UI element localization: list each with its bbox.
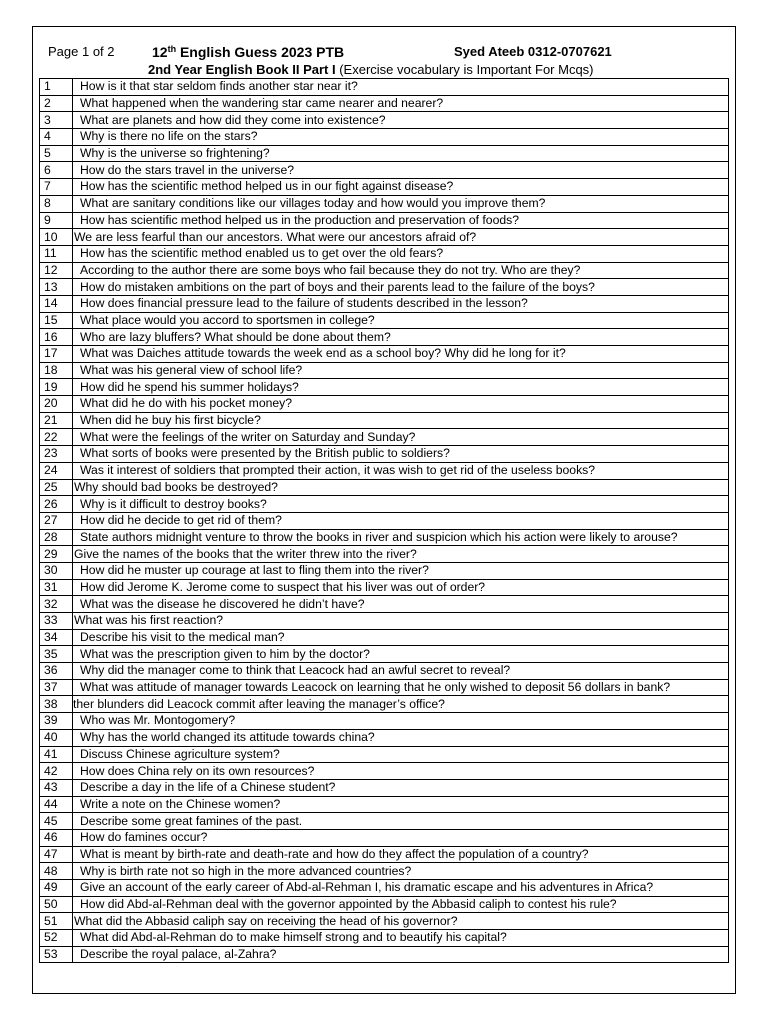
question-number: 8 xyxy=(40,195,73,212)
question-row xyxy=(40,813,729,830)
question-row xyxy=(40,596,729,613)
question-number: 30 xyxy=(40,562,73,579)
question-text: What was his general view of school life? xyxy=(73,362,729,379)
question-text: How does China rely on its own resources? xyxy=(73,763,729,780)
question-text: What place would you accord to sportsmen in college? xyxy=(73,312,729,329)
question-text: Why is there no life on the stars? xyxy=(73,129,729,146)
question-row xyxy=(40,562,729,579)
question-number: 18 xyxy=(40,362,73,379)
question-text: What was attitude of manager towards Leacock on learning that he only wished to deposit 56 dollars in bank? xyxy=(73,679,729,696)
subtitle-note: (Exercise vocabulary is Important For Mcqs) xyxy=(339,62,594,77)
question-number: 48 xyxy=(40,863,73,880)
question-row xyxy=(40,279,729,296)
question-text: Why has the world changed its attitude towards china? xyxy=(73,729,729,746)
question-text: Describe some great famines of the past. xyxy=(73,813,729,830)
question-row xyxy=(40,429,729,446)
question-number: 51 xyxy=(40,913,73,930)
question-row xyxy=(40,746,729,763)
question-row xyxy=(40,229,729,246)
question-number: 2 xyxy=(40,95,73,112)
question-row xyxy=(40,446,729,463)
question-row xyxy=(40,362,729,379)
question-text: Give the names of the books that the writer threw into the river? xyxy=(73,546,729,563)
question-text: Describe the royal palace, al-Zahra? xyxy=(73,946,729,963)
question-number: 53 xyxy=(40,946,73,963)
question-number: 35 xyxy=(40,646,73,663)
question-row xyxy=(40,529,729,546)
question-text: According to the author there are some boys who fail because they do not try. Who are they? xyxy=(73,262,729,279)
question-row xyxy=(40,179,729,196)
question-text: When did he buy his first bicycle? xyxy=(73,412,729,429)
question-text: How do mistaken ambitions on the part of boys and their parents lead to the failure of the boys? xyxy=(73,279,729,296)
document-title xyxy=(152,43,344,61)
question-text: What happened when the wandering star came nearer and nearer? xyxy=(73,95,729,112)
question-number: 27 xyxy=(40,512,73,529)
question-row xyxy=(40,512,729,529)
question-row xyxy=(40,846,729,863)
question-number: 14 xyxy=(40,295,73,312)
question-row xyxy=(40,412,729,429)
question-text: How has the scientific method helped us in our fight against disease? xyxy=(73,179,729,196)
question-row xyxy=(40,946,729,963)
question-row xyxy=(40,496,729,513)
question-text: Why is the universe so frightening? xyxy=(73,145,729,162)
question-number: 11 xyxy=(40,245,73,262)
question-row xyxy=(40,729,729,746)
question-row xyxy=(40,195,729,212)
question-row xyxy=(40,479,729,496)
question-number: 10 xyxy=(40,229,73,246)
author-contact: Syed Ateeb 0312-0707621 xyxy=(454,44,612,59)
question-text: How did he decide to get rid of them? xyxy=(73,512,729,529)
page-total: 2 xyxy=(107,44,115,59)
question-text: Was it interest of soldiers that prompted their action, it was wish to get rid of the useless books? xyxy=(73,462,729,479)
question-number: 13 xyxy=(40,279,73,296)
question-number: 40 xyxy=(40,729,73,746)
question-row xyxy=(40,579,729,596)
subtitle: 2nd Year English Book II Part I xyxy=(148,62,340,77)
question-number: 47 xyxy=(40,846,73,863)
question-number: 39 xyxy=(40,713,73,730)
question-row xyxy=(40,829,729,846)
question-row xyxy=(40,913,729,930)
page-current: 1 xyxy=(81,44,90,59)
question-row xyxy=(40,346,729,363)
question-number: 5 xyxy=(40,145,73,162)
question-row xyxy=(40,79,729,96)
question-row xyxy=(40,679,729,696)
question-number: 4 xyxy=(40,129,73,146)
question-number: 49 xyxy=(40,880,73,897)
question-number: 33 xyxy=(40,613,73,630)
question-number: 37 xyxy=(40,679,73,696)
question-number: 9 xyxy=(40,212,73,229)
question-number: 34 xyxy=(40,629,73,646)
question-text: How has scientific method helped us in the production and preservation of foods? xyxy=(73,212,729,229)
question-number: 15 xyxy=(40,312,73,329)
question-row xyxy=(40,763,729,780)
question-text: Write a note on the Chinese women? xyxy=(73,796,729,813)
subtitle-line xyxy=(148,61,594,78)
question-text: What is meant by birth-rate and death-rate and how do they affect the population of a country? xyxy=(73,846,729,863)
question-number: 31 xyxy=(40,579,73,596)
question-number: 44 xyxy=(40,796,73,813)
question-number: 43 xyxy=(40,779,73,796)
question-row xyxy=(40,663,729,680)
question-text: Why is birth rate not so high in the more advanced countries? xyxy=(73,863,729,880)
question-number: 38 xyxy=(40,696,73,713)
question-number: 32 xyxy=(40,596,73,613)
question-text: How do famines occur? xyxy=(73,829,729,846)
question-text: Why did the manager come to think that Leacock had an awful secret to reveal? xyxy=(73,663,729,680)
page-prefix: Page xyxy=(48,44,82,59)
question-row xyxy=(40,629,729,646)
question-text: Who are lazy bluffers? What should be done about them? xyxy=(73,329,729,346)
questions-table xyxy=(39,78,729,963)
question-number: 36 xyxy=(40,663,73,680)
question-row xyxy=(40,329,729,346)
question-number: 7 xyxy=(40,179,73,196)
question-text: Why is it difficult to destroy books? xyxy=(73,496,729,513)
question-row xyxy=(40,262,729,279)
question-row xyxy=(40,796,729,813)
question-text: Discuss Chinese agriculture system? xyxy=(73,746,729,763)
question-text: What were the feelings of the writer on Saturday and Sunday? xyxy=(73,429,729,446)
question-text: Describe his visit to the medical man? xyxy=(73,629,729,646)
question-number: 1 xyxy=(40,79,73,96)
question-row xyxy=(40,95,729,112)
page-of: of xyxy=(89,44,108,59)
question-text: What are sanitary conditions like our villages today and how would you improve them? xyxy=(73,195,729,212)
question-row xyxy=(40,863,729,880)
question-number: 17 xyxy=(40,346,73,363)
question-row xyxy=(40,145,729,162)
question-number: 3 xyxy=(40,112,73,129)
question-number: 52 xyxy=(40,930,73,947)
question-row xyxy=(40,212,729,229)
question-number: 16 xyxy=(40,329,73,346)
question-text: Who was Mr. Montogomery? xyxy=(73,713,729,730)
title-superscript: th xyxy=(167,44,177,54)
question-text: What did he do with his pocket money? xyxy=(73,396,729,413)
question-number: 25 xyxy=(40,479,73,496)
question-row xyxy=(40,880,729,897)
question-text: State authors midnight venture to throw the books in river and suspicion which his action were likely to arouse? xyxy=(73,529,729,546)
question-row xyxy=(40,779,729,796)
question-number: 19 xyxy=(40,379,73,396)
question-text: How did Abd-al-Rehman deal with the governor appointed by the Abbasid caliph to contest his rule? xyxy=(73,896,729,913)
question-text: How has the scientific method enabled us to get over the old fears? xyxy=(73,245,729,262)
question-row xyxy=(40,546,729,563)
question-number: 20 xyxy=(40,396,73,413)
question-text: What did Abd-al-Rehman do to make himself strong and to beautify his capital? xyxy=(73,930,729,947)
question-text: What was Daiches attitude towards the week end as a school boy? Why did he long for it? xyxy=(73,346,729,363)
question-text: How do the stars travel in the universe? xyxy=(73,162,729,179)
question-text: Give an account of the early career of Abd-al-Rehman I, his dramatic escape and his adventures in Africa? xyxy=(73,880,729,897)
question-number: 29 xyxy=(40,546,73,563)
question-text: Describe a day in the life of a Chinese student? xyxy=(73,779,729,796)
question-number: 23 xyxy=(40,446,73,463)
question-text: What was his first reaction? xyxy=(73,613,729,630)
question-row xyxy=(40,162,729,179)
question-row xyxy=(40,245,729,262)
question-text: How did Jerome K. Jerome come to suspect that his liver was out of order? xyxy=(73,579,729,596)
question-text: ther blunders did Leacock commit after leaving the manager’s office? xyxy=(73,696,729,713)
question-row xyxy=(40,379,729,396)
question-row xyxy=(40,295,729,312)
question-text: What sorts of books were presented by the British public to soldiers? xyxy=(73,446,729,463)
question-row xyxy=(40,930,729,947)
title-text: English Guess 2023 PTB xyxy=(176,44,345,60)
question-number: 12 xyxy=(40,262,73,279)
question-row xyxy=(40,396,729,413)
question-text: Why should bad books be destroyed? xyxy=(73,479,729,496)
question-number: 28 xyxy=(40,529,73,546)
header-line xyxy=(48,43,728,61)
question-number: 41 xyxy=(40,746,73,763)
question-text: What was the prescription given to him by the doctor? xyxy=(73,646,729,663)
question-text: How does financial pressure lead to the failure of students described in the lesson? xyxy=(73,295,729,312)
question-number: 50 xyxy=(40,896,73,913)
question-number: 26 xyxy=(40,496,73,513)
title-number: 12 xyxy=(152,44,168,60)
question-row xyxy=(40,112,729,129)
question-text: How is it that star seldom finds another star near it? xyxy=(73,79,729,96)
question-number: 22 xyxy=(40,429,73,446)
question-text: What was the disease he discovered he didn’t have? xyxy=(73,596,729,613)
question-text: What did the Abbasid caliph say on receiving the head of his governor? xyxy=(73,913,729,930)
question-row xyxy=(40,713,729,730)
question-text: What are planets and how did they come into existence? xyxy=(73,112,729,129)
question-number: 6 xyxy=(40,162,73,179)
question-number: 46 xyxy=(40,829,73,846)
question-number: 21 xyxy=(40,412,73,429)
question-row xyxy=(40,896,729,913)
question-row xyxy=(40,312,729,329)
page-indicator xyxy=(48,43,115,61)
question-text: We are less fearful than our ancestors. What were our ancestors afraid of? xyxy=(73,229,729,246)
question-text: How did he spend his summer holidays? xyxy=(73,379,729,396)
question-row xyxy=(40,462,729,479)
question-text: How did he muster up courage at last to fling them into the river? xyxy=(73,562,729,579)
question-row xyxy=(40,129,729,146)
question-row xyxy=(40,613,729,630)
question-row xyxy=(40,696,729,713)
question-number: 42 xyxy=(40,763,73,780)
question-row xyxy=(40,646,729,663)
question-number: 45 xyxy=(40,813,73,830)
question-number: 24 xyxy=(40,462,73,479)
